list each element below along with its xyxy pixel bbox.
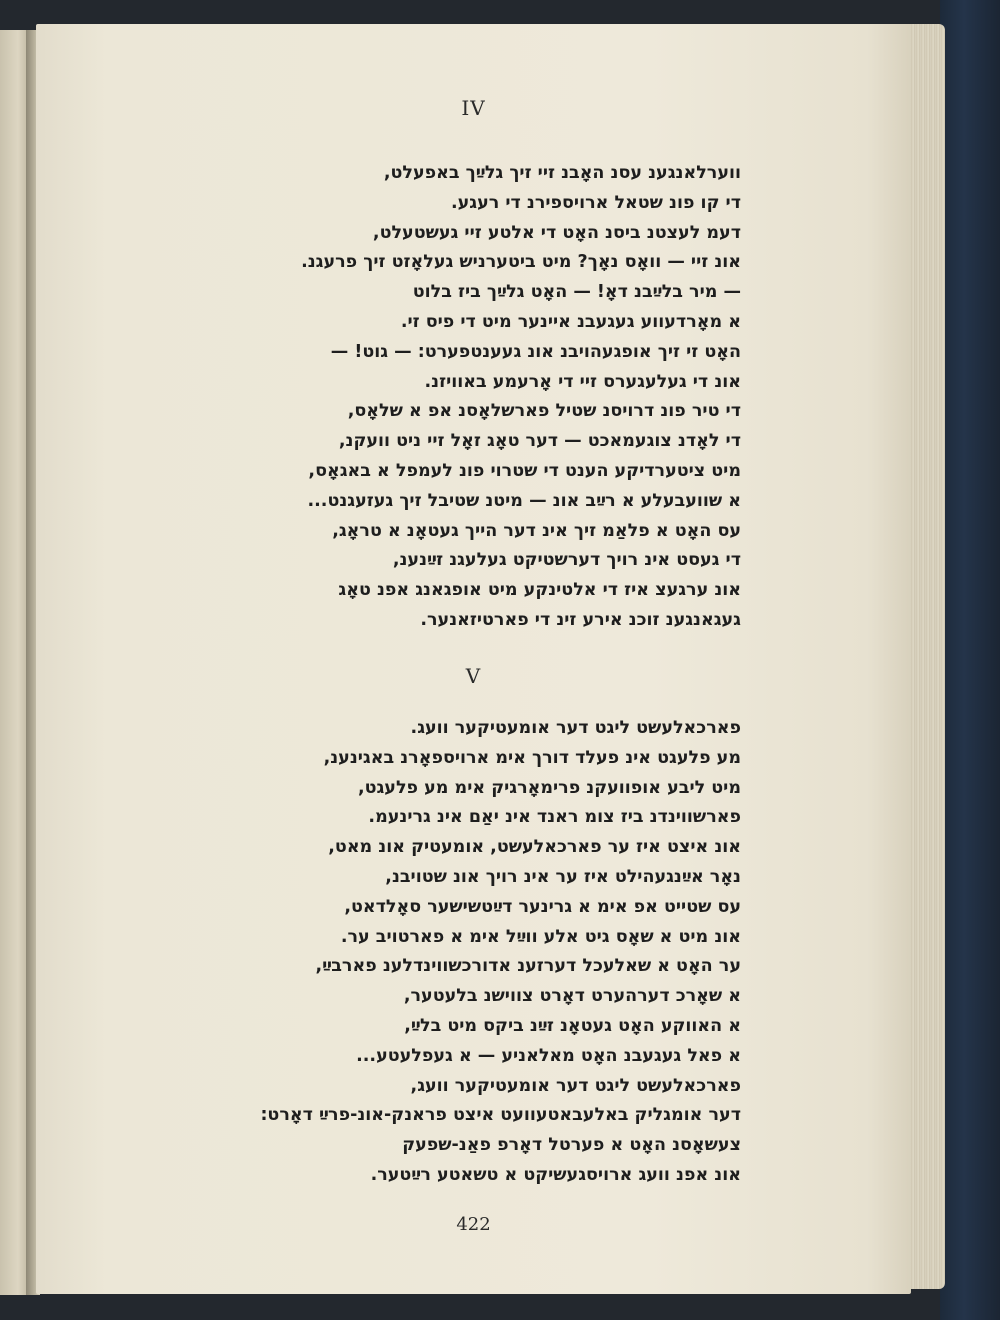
verse-line: נאָר אײַנגעהילט איז ער אינ רויך אונ שטויבנ,: [385, 866, 741, 887]
verse-line: א האווקע האָט געטאָנ זײַנ ביקס מיט בלײַ,: [404, 1015, 741, 1036]
page-number: 422: [456, 1214, 491, 1235]
verse-line: פארשווינדנ ביז צומ ראנד אינ יאַם אינ גרינעמ.: [368, 807, 741, 828]
section-numeral-iv: IV: [461, 96, 486, 120]
verse-line: מע פלעגט אינ פעלד דורך אימ ארויספאָרנ באגינענ,: [323, 747, 741, 768]
verse-line: די געסט אינ רויך דערשטיקט געלעגנ זײַנענ,: [392, 550, 741, 571]
verse-line: די קו פונ שטאל ארויספירנ די רעגע.: [450, 192, 741, 213]
verse-line: עס שטייט אפ אימ א גרינער דײַטשישער סאָלדאט,: [344, 896, 741, 917]
section-numeral-v: V: [465, 664, 482, 688]
poem-section-iv: [121, 159, 741, 636]
verse-line: א שאָרכ דערהערט דאָרט צווישנ בלעטער,: [403, 986, 741, 1007]
verse-line: אונ זיי — וואָס נאָך? מיט ביטערניש געלאָזט זיך פרעגנ.: [301, 252, 741, 273]
verse-line: אונ אפנ וועג ארויסגעשיקט א טשאטע רײַטער.: [370, 1164, 741, 1185]
verse-line: אונ די געלעגערס זיי די אָרעמע באוויזנ.: [424, 371, 741, 392]
verse-line: מיט ליבע אופוועקנ פרימאָרגיק אימ מע פלעגט,: [357, 777, 741, 798]
verse-line: עס האָט א פלאַמ זיך אינ דער הייך געטאָנ א טראָג,: [332, 520, 741, 541]
verse-line: דעמ לעצטנ ביסנ האָט די אלטע זיי געשטעלט,: [372, 222, 741, 243]
poem-section-v: [121, 714, 741, 1191]
verse-line: די לאָדנ צוגעמאכט — דער טאָג זאָל זיי ניט וועקנ,: [338, 431, 741, 452]
verse-line: א מאָרדעווע געגעבנ איינער מיט די פיס זי.: [400, 311, 741, 332]
verse-line: ווערלאנגענ עסנ האָבנ זיי זיך גלײַך באפעלט,: [383, 163, 741, 183]
book-cover-edge: [940, 0, 1000, 1320]
verse-line: אונ ערגעצ איז די אלטינקע מיט אופגאנג אפנ טאָג: [338, 580, 741, 601]
verse-line: א פאל געגעבנ האָט מאלאניע — א געפלעטע...: [356, 1045, 741, 1066]
book-page: [36, 24, 911, 1294]
verse-line: פארכאלעשט ליגט דער אומעטיקער וועג,: [410, 1075, 741, 1096]
verse-line: האָט זי זיך אופגעהויבנ אונ געענטפערט: — גוט! —: [330, 341, 741, 362]
verse-line: — מיר בלײַבנ דאָ! — האָט גלײַך ביז בלוט: [412, 282, 741, 303]
verse-line: ער האָט א שאלעכל דערזענ אדורכשווינדלענ פארבײַ,: [315, 956, 741, 977]
verse-line: דער אומגליק באלעבאטעוועט איצט פראנק-אונ-פרײַ דאָרט:: [260, 1105, 741, 1126]
verse-line: מיט ציטערדיקע הענט די שטרוי פונ לעמפל א באגאָס,: [308, 460, 741, 481]
verse-line: פארכאלעשט ליגט דער אומעטיקער וועג.: [410, 718, 741, 738]
verse-line: אונ מיט א שאָס גיט אלע ווײַל אימ א פארטויב ער.: [340, 926, 741, 947]
verse-line: צעשאָסנ האָט א פערטל דאָרפ פאַנ-שפעק: [402, 1135, 741, 1156]
verse-line: געגאנגענ זוכנ אירע זינ די פארטיזאנער.: [420, 609, 741, 630]
verse-line: א שוועבעלע א רײַב אונ — מיטנ שטיבל זיך געזעגנט...: [307, 490, 741, 511]
verse-line: די טיר פונ דרויסנ שטיל פארשלאָסנ אפ א שלאָס,: [347, 401, 741, 422]
verse-line: אונ איצט איז ער פארכאלעשט, אומעטיק אונ מאט,: [328, 837, 741, 858]
page-block-edge: [905, 24, 945, 1289]
